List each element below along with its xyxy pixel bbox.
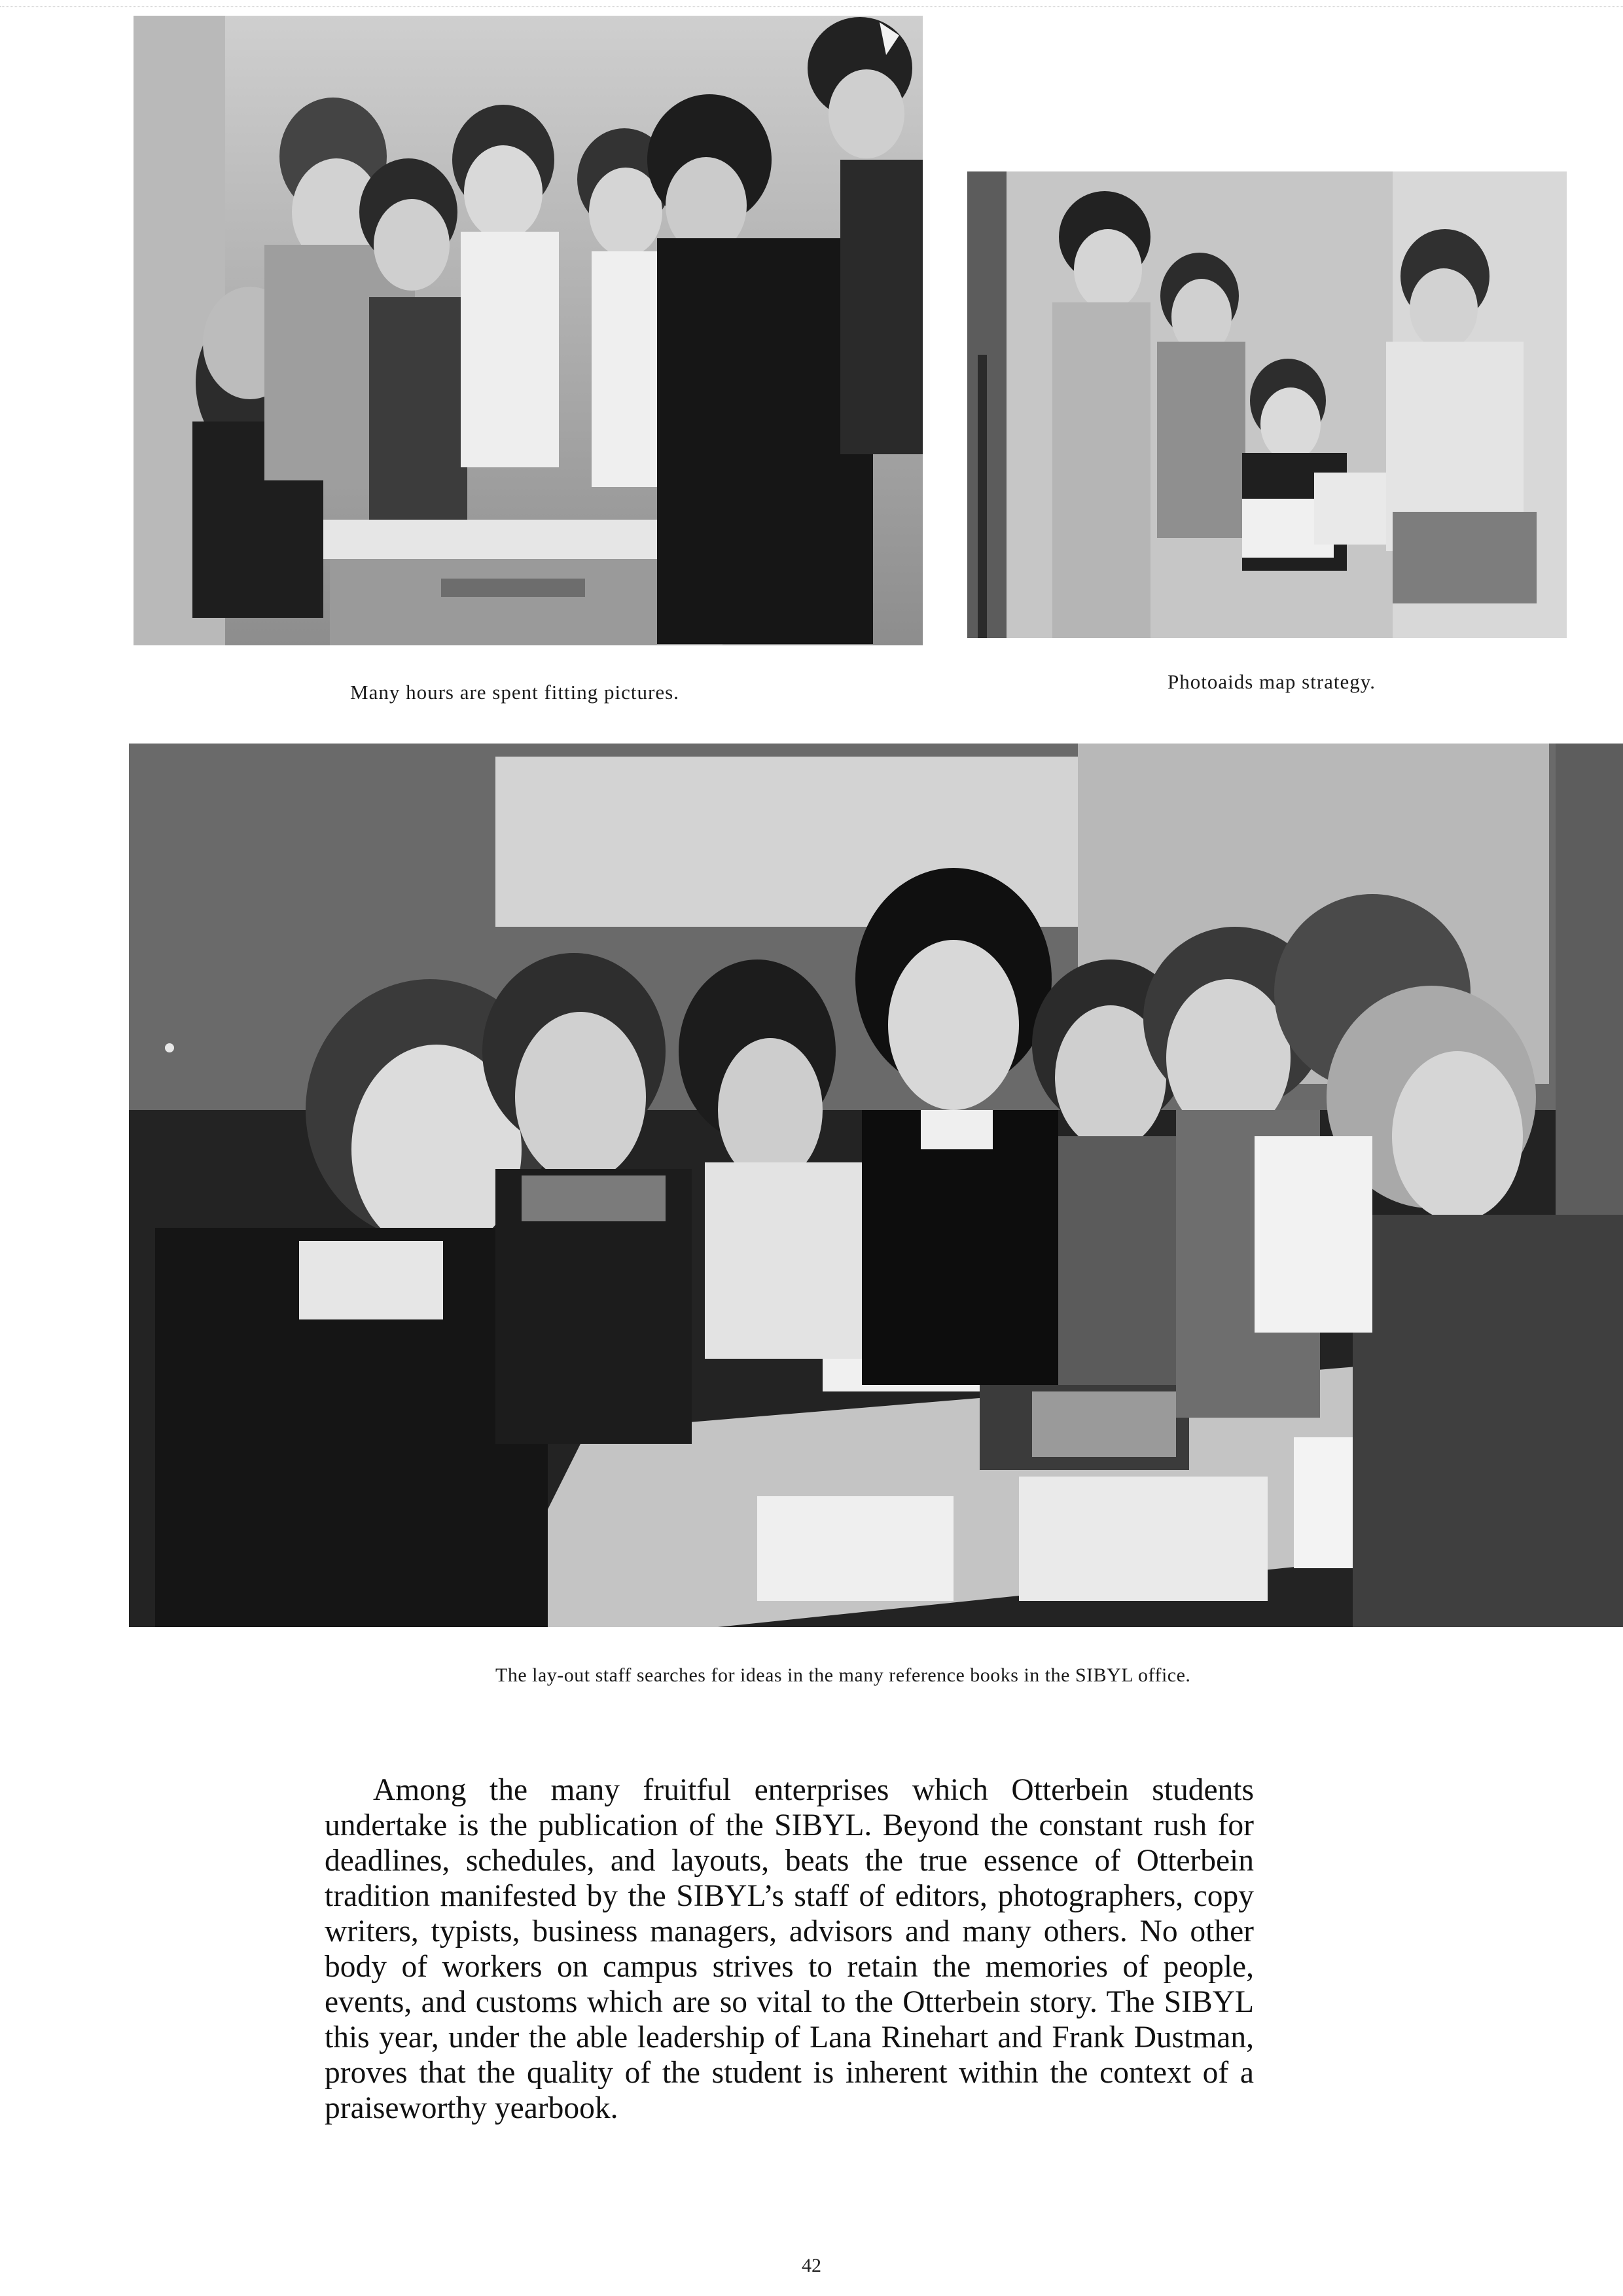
scan-edge-line	[0, 7, 1623, 10]
photo-layout-staff	[129, 744, 1623, 1627]
caption-layout-staff: The lay-out staff searches for ideas in the many reference books in the SIBYL office.	[495, 1664, 1191, 1686]
caption-fitting-pictures: Many hours are spent fitting pictures.	[350, 681, 679, 704]
caption-photoaids: Photoaids map strategy.	[1168, 670, 1376, 693]
page-number: 42	[802, 2255, 821, 2276]
photo-fitting-pictures	[134, 16, 923, 645]
photo-photoaids	[967, 171, 1567, 638]
photo-photoaids-image	[967, 171, 1567, 638]
article-paragraph: Among the many fruitful enterprises which Otterbein students undertake is the publication of the SIBYL. Beyond the constant rush for deadlines, schedules, and layouts, beats the true essence of Otterbein tradition manifested by the SIBYL’s staff of editors, photographers, copy writers, typists, business managers, advisors and many others. No other body of workers on campus strives to retain the memories of people, events, and customs which are so vital to the Otterbein story. The SIBYL this year, under the able leadership of Lana Rinehart and Frank Dustman, proves that the quality of the student is inherent within the context of a praiseworthy yearbook.	[325, 1773, 1254, 2125]
article-body	[325, 1772, 1254, 2126]
photo-layout-staff-image	[129, 744, 1623, 1627]
photo-fitting-pictures-image	[134, 16, 923, 645]
